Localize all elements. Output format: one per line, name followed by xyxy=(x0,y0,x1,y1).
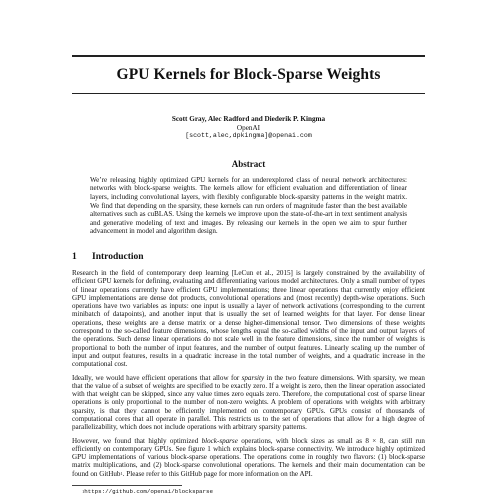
footnote xyxy=(72,488,425,495)
footnote-rule xyxy=(72,485,182,486)
intro-p3-text-a: However, we found that highly optimized xyxy=(72,436,202,445)
author-affiliation: OpenAI xyxy=(236,123,261,132)
intro-p3-text-c: . Please refer to this GitHub page for more information on the API. xyxy=(122,469,313,478)
intro-p2-text-a: Ideally, we would have efficient operations that allow for xyxy=(72,373,242,382)
abstract-body: We’re releasing highly optimized GPU kernels for an underexplored class of neural network architectures: networks with block-sparse weights. The kernels allow for efficient evaluation and differentiation of linear layers, including convolutional layers, with flexibly configurable block-sparsity patterns in the weight matrix. We find that depending on the sparsity, these kernels can run orders of magnitude faster than the best available alternatives such as cuBLAS. Using the kernels we improve upon the state-of-the-art in text sentiment analysis and generative modeling of text and images. By releasing our kernels in the open we aim to spur further advancement in model and algorithm design. xyxy=(90,175,407,236)
paper-page xyxy=(0,55,495,495)
intro-p2-text-b: in the two feature dimensions. With sparsity, we mean that the value of a subset of weights are specified to be exactly zero. If a weight is zero, then the linear operation associated with that weight can be skipped, since any value times zero equals zero. Therefore, the computational cost of sparse linear operations is only proportional to the number of non-zero weights. A problem of operations with weights with arbitrary sparsity, is that they cannot be efficiently implemented on contemporary GPUs. GPUs consist of thousands of computational cores that all operate in parallel. This restricts us to the set of operations that allow for a high degree of parallelizability, which does not include operations with arbitrary sparsity patterns. xyxy=(72,373,425,432)
abstract-heading: Abstract xyxy=(231,158,266,169)
section-title: Introduction xyxy=(92,251,144,262)
intro-paragraph-2 xyxy=(72,374,425,432)
footnote-link[interactable]: https://github.com/openai/blocksparse xyxy=(84,487,213,495)
title-bottom-rule xyxy=(72,93,425,94)
intro-paragraph-3 xyxy=(72,437,425,478)
intro-p3-emphasis: block-sparse xyxy=(201,436,238,445)
title-top-rule xyxy=(72,55,425,57)
intro-p2-emphasis: sparsity xyxy=(241,373,265,382)
author-emails: [scott,alec,dpkingma]@openai.com xyxy=(185,132,312,140)
section-heading-introduction xyxy=(72,252,425,262)
footnote-mark: 1 xyxy=(82,488,85,494)
author-block xyxy=(72,115,425,141)
author-names: Scott Gray, Alec Radford and Diederik P. Kingma xyxy=(171,115,326,123)
intro-paragraph-1: Research in the field of contemporary deep learning [LeCun et al., 2015] is largely constrained by the availability of efficient GPU kernels for defining, evaluating and differentiating various model architectures. Only a small number of types of linear operations currently have efficient GPU implementations; three linear operations that currently enjoy efficient GPU implementations are dense dot products, convolutional operations and (most recently) depth-wise operations. Such operations have two variables as inputs: one input is usually a layer of network activations (corresponding to the current minibatch of datapoints), and another input that is usually the set of learned weights for that layer. For dense linear operations, these weights are a dense matrix or a dense higher-dimensional tensor. Two dimensions of these weights correspond to the so-called feature dimensions, whose lengths equal the so-called widths of the input and output layers of the operations. Such dense linear operations do not scale well in the feature dimensions, since the number of weights is proportional to both the number of input features, and the number of output features. Linearly scaling up the number of input and output features, results in a quadratic increase in the total number of weights, and a quadratic increase in the computational cost. xyxy=(72,268,425,369)
footnote-reference[interactable]: 1 xyxy=(120,470,123,476)
intro-p3-text-b: operations, with block sizes as small as 8 × 8, can still run efficiently on contemporary GPUs. See figure 1 which explains block-sparse connectivity. We introduce highly optimized GPU implementations of various block-sparse operations. The operations come in roughly two flavors: (1) block-sparse matrix multiplications, and (2) block-sparse convolutional operations. The kernels and their main documentation can be found on GitHub xyxy=(72,436,425,478)
section-number: 1 xyxy=(72,251,77,262)
paper-title: GPU Kernels for Block-Sparse Weights xyxy=(116,66,381,83)
